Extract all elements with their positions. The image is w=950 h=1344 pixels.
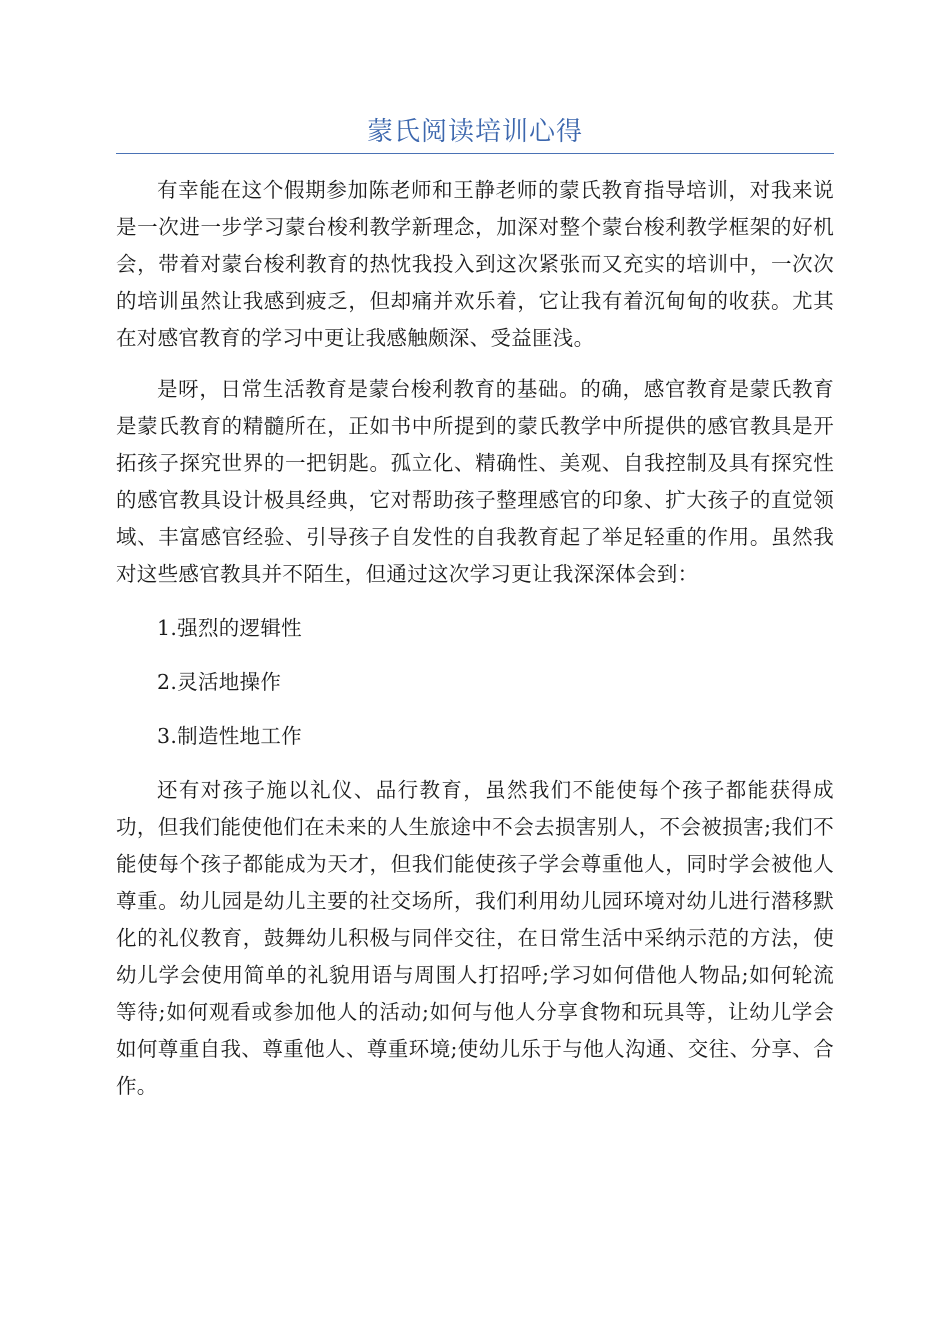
document-title: 蒙氏阅读培训心得 [366,117,583,147]
title-underline [116,153,834,154]
document-body [116,172,834,1105]
list-item-creative-work: 3.制造性地工作 [157,724,302,748]
list-item-flexible-operation: 2.灵活地操作 [157,670,282,694]
list-item-logic: 1.强烈的逻辑性 [157,616,302,640]
paragraph-sensory-education: 是呀，日常生活教育是蒙台梭利教育的基础。的确，感官教育是蒙氏教育是蒙氏教育的精髓所在，正如书中所提到的蒙氏教学中所提供的感官教具是开拓孩子探究世界的一把钥匙。孤立化、精确性、美观、自我控制及具有探究性的感官教具设计极具经典，它对帮助孩子整理感官的印象、扩大孩子的直觉领域、丰富感官经验、引导孩子自发性的自我教育起了举足轻重的作用。虽然我对这些感官教具并不陌生，但通过这次学习更让我深深体会到： [116,377,834,586]
paragraph-etiquette-education: 还有对孩子施以礼仪、品行教育，虽然我们不能使每个孩子都能获得成功，但我们能使他们在未来的人生旅途中不会去损害别人，不会被损害;我们不能使每个孩子都能成为天才，但我们能使孩子学会尊重他人，同时学会被他人尊重。幼儿园是幼儿主要的社交场所，我们利用幼儿园环境对幼儿进行潜移默化的礼仪教育，鼓舞幼儿积极与同伴交往，在日常生活中采纳示范的方法，使幼儿学会使用简单的礼貌用语与周围人打招呼;学习如何借他人物品;如何轮流等待;如何观看或参加他人的活动;如何与他人分享食物和玩具等，让幼儿学会如何尊重自我、尊重他人、尊重环境;使幼儿乐于与他人沟通、交往、分享、合作。 [116,778,834,1098]
paragraph-intro: 有幸能在这个假期参加陈老师和王静老师的蒙氏教育指导培训，对我来说是一次进一步学习蒙台梭利教学新理念，加深对整个蒙台梭利教学框架的好机会，带着对蒙台梭利教育的热忱我投入到这次紧张而又充实的培训中，一次次的培训虽然让我感到疲乏，但却痛并欢乐着，它让我有着沉甸甸的收获。尤其在对感官教育的学习中更让我感触颇深、受益匪浅。 [116,178,834,350]
